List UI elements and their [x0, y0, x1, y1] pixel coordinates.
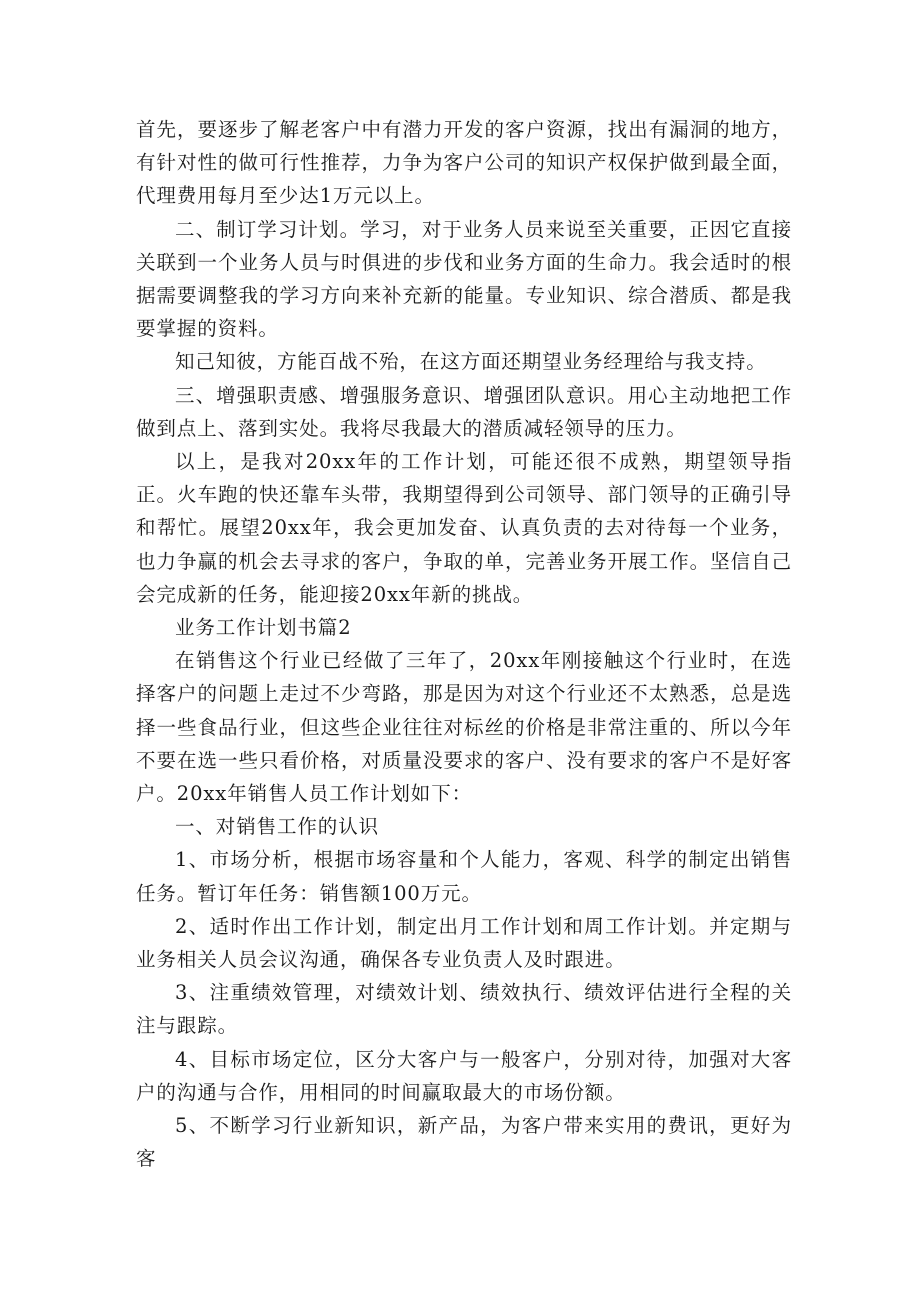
- paragraph-know-yourself: 知己知彼，方能百战不殆，在这方面还期望业务经理给与我支持。: [175, 350, 767, 374]
- document-body: [136, 113, 792, 1176]
- paragraph-sales-understanding: 一、对销售工作的认识: [175, 815, 380, 839]
- list-item-learning: 5、不断学习行业新知识，新产品，为客户带来实用的费讯，更好为客: [136, 1114, 792, 1171]
- paragraph-summary: 以上，是我对20xx年的工作计划，可能还很不成熟，期望领导指正。火车跑的快还靠车头带，我期望得到公司领导、部门领导的正确引导和帮忙。展望20xx年，我会更加发奋、认真负责的去对待每一个业务，也力争赢的机会去寻求的客户，争取的单，完善业务开展工作。坚信自己会完成新的任务，能迎接20xx年新的挑战。: [136, 450, 792, 606]
- list-item-work-plan: 2、适时作出工作计划，制定出月工作计划和周工作计划。并定期与业务相关人员会议沟通，确保各专业负责人及时跟进。: [136, 914, 792, 972]
- paragraph-study-plan: 二、制订学习计划。学习，对于业务人员来说至关重要，正因它直接关联到一个业务人员与时俱进的步伐和业务方面的生命力。我会适时的根据需要调整我的学习方向来补充新的能量。专业知识、综合潜质、都是我要掌握的资料。: [136, 217, 792, 341]
- paragraph-responsibility: 三、增强职责感、增强服务意识、增强团队意识。用心主动地把工作做到点上、落到实处。我将尽我最大的潜质减轻领导的压力。: [136, 383, 792, 440]
- list-item-market-analysis: 1、市场分析，根据市场容量和个人能力，客观、科学的制定出销售任务。暂订年任务：销售额100万元。: [136, 848, 792, 905]
- list-item-target-market: 4、目标市场定位，区分大客户与一般客户，分别对待，加强对大客户的沟通与合作，用相同的时间赢取最大的市场份额。: [136, 1047, 792, 1104]
- section-heading: 业务工作计划书篇2: [175, 616, 352, 640]
- list-item-performance: 3、注重绩效管理，对绩效计划、绩效执行、绩效评估进行全程的关注与跟踪。: [136, 981, 792, 1038]
- paragraph-sales-experience: 在销售这个行业已经做了三年了，20xx年刚接触这个行业时，在选择客户的问题上走过不少弯路，那是因为对这个行业还不太熟悉，总是选择一些食品行业，但这些企业往往对标丝的价格是非常注重的、所以今年不要在选一些只看价格，对质量没要求的客户、没有要求的客户不是好客户。20xx年销售人员工作计划如下：: [136, 649, 792, 806]
- paragraph-intro: 首先，要逐步了解老客户中有潜力开发的客户资源，找出有漏洞的地方，有针对性的做可行性推荐，力争为客户公司的知识产权保护做到最全面，代理费用每月至少达1万元以上。: [136, 118, 792, 208]
